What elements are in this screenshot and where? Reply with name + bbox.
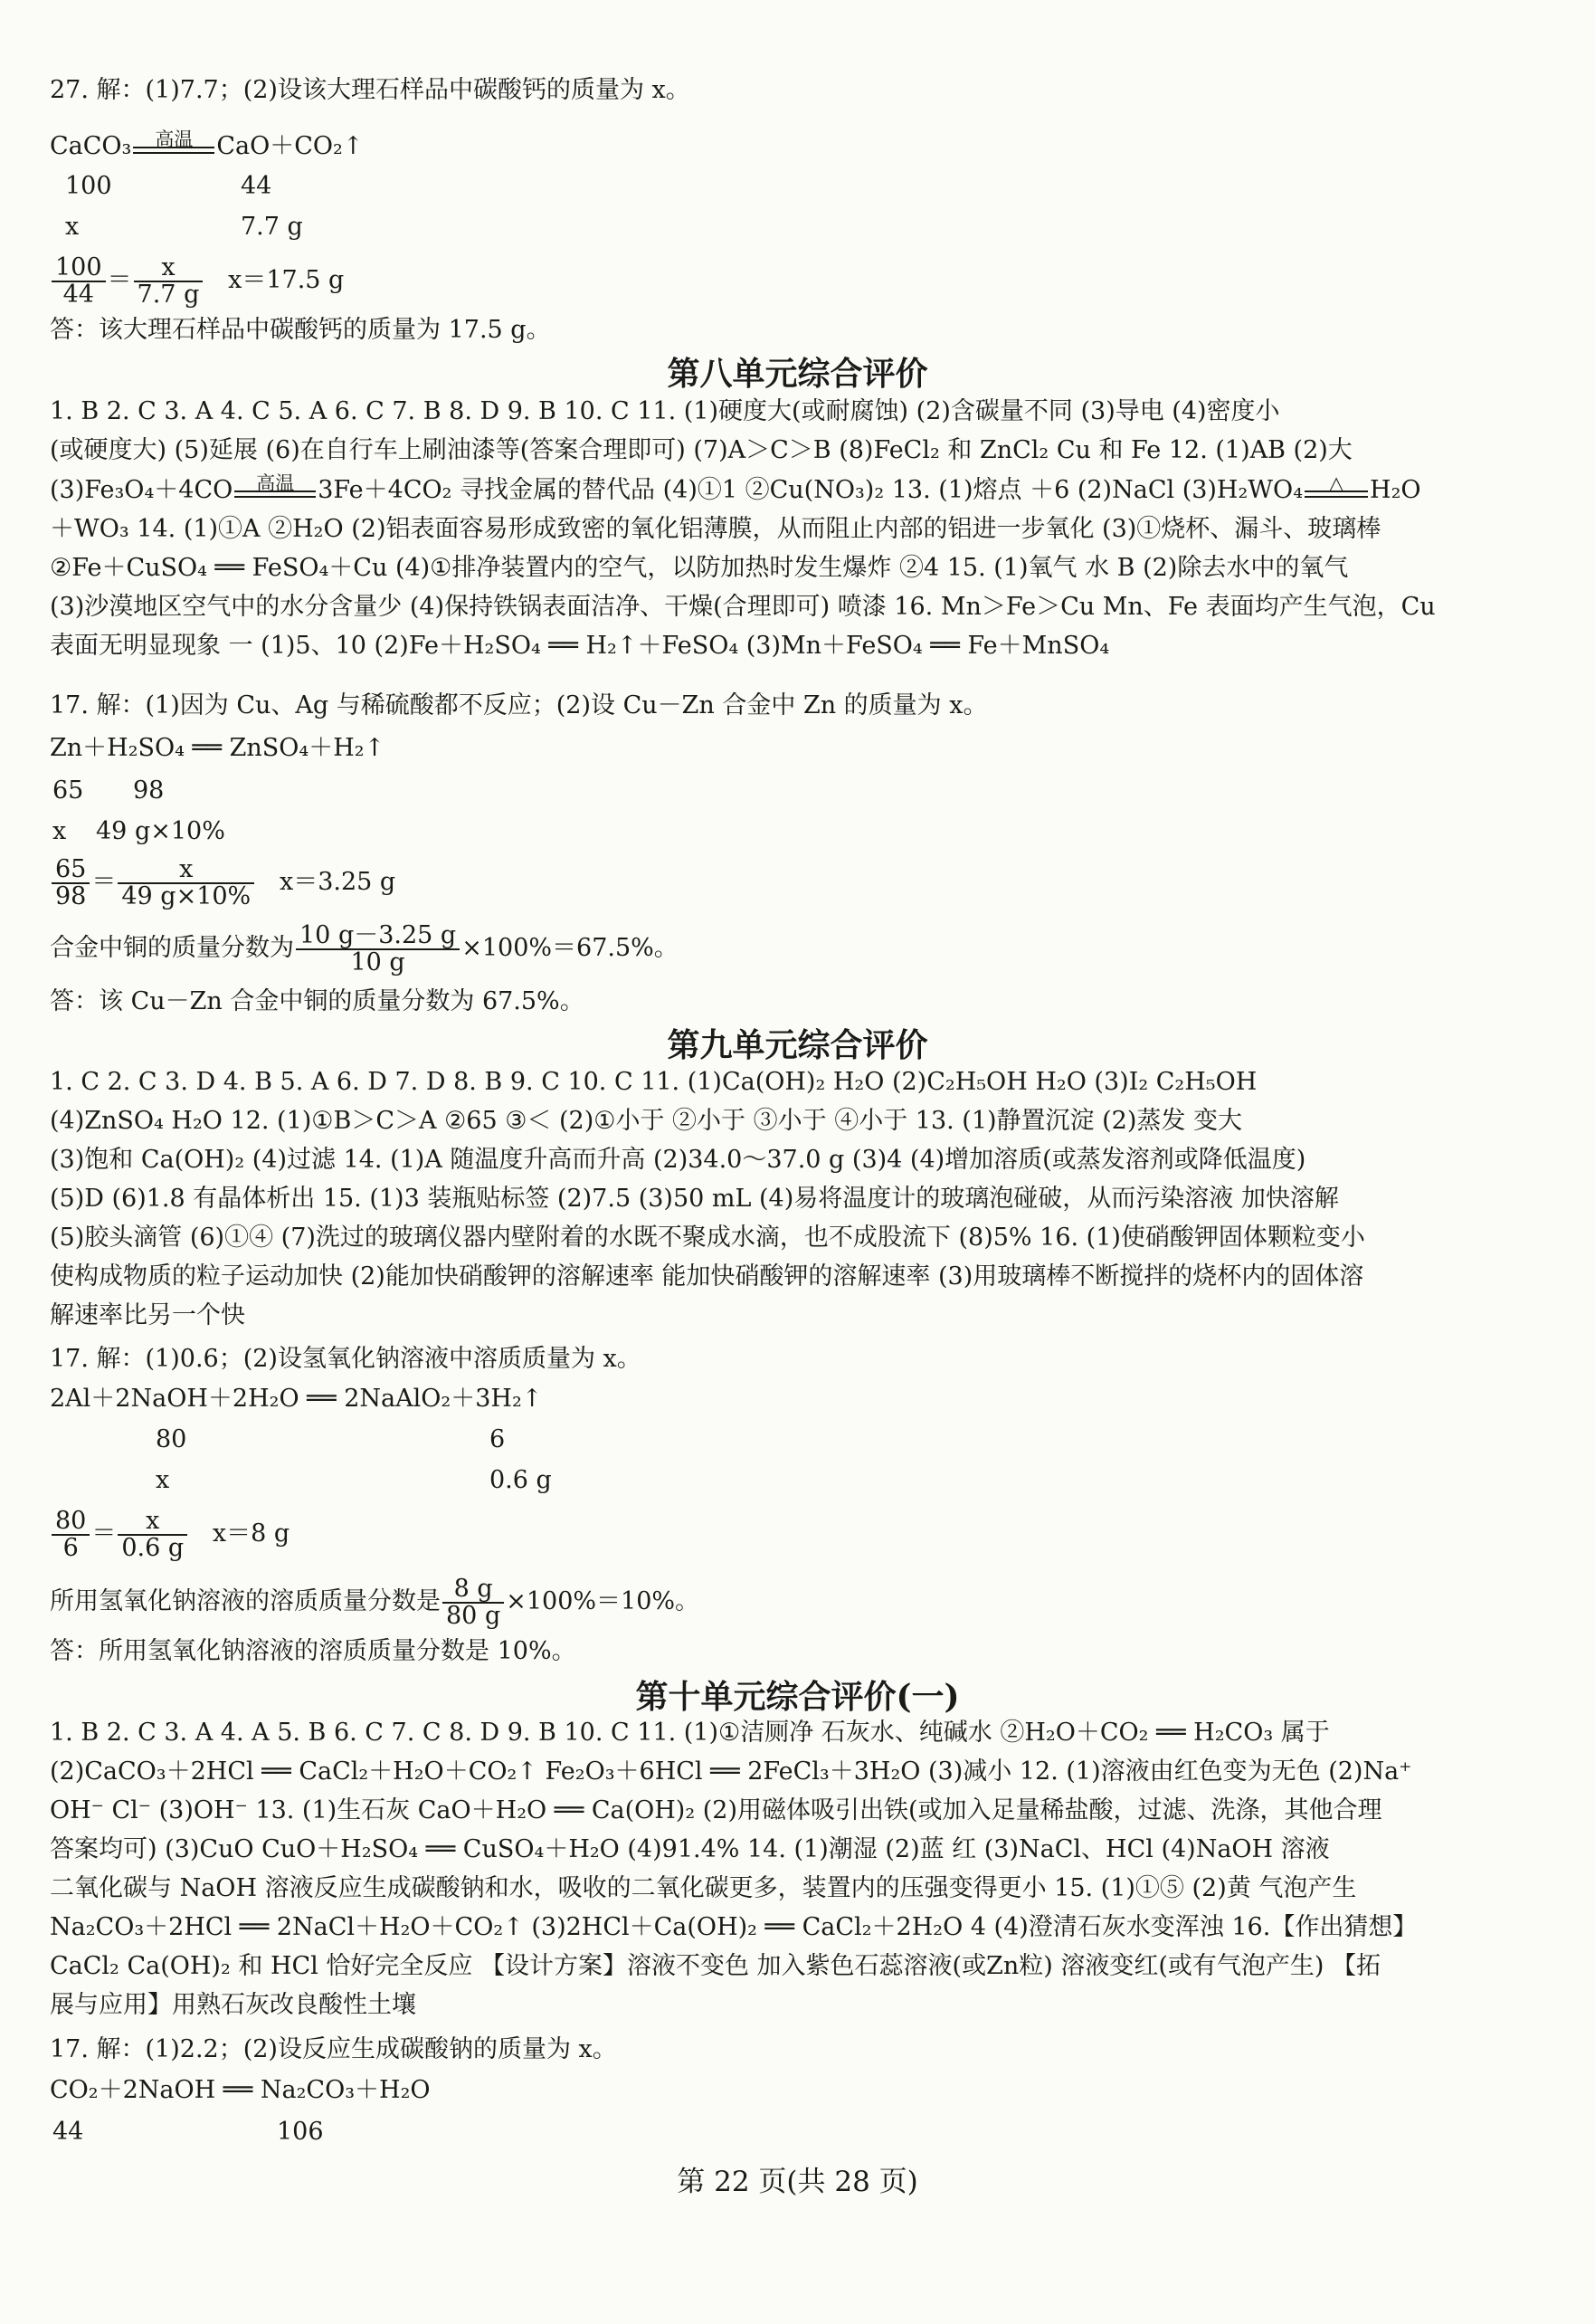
unit8-q17-proportion: $\frac{65}{98}$ ＝ $\frac{x}{49 g\times 10\%}$ x＝3.25 g <box>50 855 395 910</box>
unit8-q17-r1b: 98 <box>133 776 165 805</box>
unit10-q17-r1a: 44 <box>52 2118 84 2146</box>
unit9-title: 第九单元综合评价 <box>667 1026 928 1064</box>
q27-proportion: $\frac{100}{44}$ ＝ $\frac{x}{7.7 g}$ x＝17.5 g <box>50 253 344 308</box>
unit8-eq-cond: 高温 <box>256 471 295 494</box>
unit8-eq-sign <box>234 471 316 505</box>
unit9-mass-frac: $\frac{8 g}{80 g}$ <box>442 1576 504 1629</box>
unit9-line-2: (4)ZnSO₄ H₂O 12. (1)①B＞C＞A ②65 ③＜ (2)①小于 ②小于 ③小于 ④小于 13. (1)静置沉淀 (2)蒸发 变大 <box>50 1107 1242 1135</box>
unit8-line-1: 1. B 2. C 3. A 4. C 5. A 6. C 7. B 8. D 9. B 10. C 11. (1)硬度大(或耐腐蚀) (2)含碳量不同 (3)导电 (4)密度小 <box>50 397 1280 425</box>
unit8-q17-intro: 17. 解：(1)因为 Cu、Ag 与稀硫酸都不反应；(2)设 Cu－Zn 合金中 Zn 的质量为 x。 <box>50 691 988 719</box>
unit8-mass-frac: $\frac{10 g-3.25 g}{10 g}$ <box>296 923 460 976</box>
unit8-eq-sign-2 <box>1305 471 1368 505</box>
unit9-q17-proportion: $\frac{80}{6}$ ＝ $\frac{x}{0.6 g}$ x＝8 g <box>50 1507 290 1561</box>
q27-r2b: 7.7 g <box>241 213 303 241</box>
q27-eq-sign <box>133 128 214 161</box>
unit10-line-2: (2)CaCO₃＋2HCl ══ CaCl₂＋H₂O＋CO₂↑ Fe₂O₃＋6HCl ══ 2FeCl₃＋3H₂O (3)减小 12. (1)溶液由红色变为无色 (2)Na⁺ <box>50 1757 1412 1786</box>
unit9-q17-intro: 17. 解：(1)0.6；(2)设氢氧化钠溶液中溶质质量为 x。 <box>50 1345 641 1373</box>
q27-r2a: x <box>65 213 80 241</box>
unit9-q17-r2a: x <box>156 1466 170 1494</box>
unit8-q17-r2a: x <box>52 817 67 845</box>
unit8-line-5: ②Fe＋CuSO₄ ══ FeSO₄＋Cu (4)①排净装置内的空气，以防加热时发生爆炸 ②4 15. (1)氧气 水 B (2)除去水中的氧气 <box>50 554 1349 582</box>
q27-answer: 答：该大理石样品中碳酸钙的质量为 17.5 g。 <box>50 316 551 344</box>
unit8-q17-answer: 答：该 Cu－Zn 合金中铜的质量分数为 67.5%。 <box>50 987 584 1015</box>
q27-intro: 27. 解：(1)7.7；(2)设该大理石样品中碳酸钙的质量为 x。 <box>50 76 690 104</box>
unit8-line-3 <box>50 472 1421 509</box>
unit9-mass-pre: 所用氢氧化钠溶液的溶质质量分数是 <box>50 1587 441 1615</box>
unit9-frac1: $\frac{80}{6}$ <box>52 1509 90 1561</box>
unit9-q17-r1b: 6 <box>489 1425 506 1453</box>
unit9-line-7: 解速率比另一个快 <box>50 1301 245 1329</box>
unit8-q17-equation: Zn＋H₂SO₄ ══ ZnSO₄＋H₂↑ <box>50 734 385 762</box>
unit10-line-6: Na₂CO₃＋2HCl ══ 2NaCl＋H₂O＋CO₂↑ (3)2HCl＋Ca(OH)₂ ══ CaCl₂＋2H₂O 4 (4)澄清石灰水变浑浊 16.【作出猜想】 <box>50 1913 1418 1941</box>
unit9-mass-post: ×100%＝10%。 <box>506 1587 700 1615</box>
unit9-q17-result: x＝8 g <box>212 1519 290 1548</box>
q27-equation <box>50 129 364 165</box>
unit10-title: 第十单元综合评价(一) <box>635 1678 960 1716</box>
unit10-q17-equation: CO₂＋2NaOH ══ Na₂CO₃＋H₂O <box>50 2076 431 2104</box>
unit8-mass-post: ×100%＝67.5%。 <box>461 934 679 962</box>
q27-r1a: 100 <box>65 172 112 200</box>
unit8-q17-r2b: 49 g×10% <box>96 817 225 845</box>
unit8-line-2: (或硬度大) (5)延展 (6)在自行车上刷油漆等(答案合理即可) (7)A＞C＞B (8)FeCl₂ 和 ZnCl₂ Cu 和 Fe 12. (1)AB (2)大 <box>50 436 1353 464</box>
unit8-eq-cond-2: △ <box>1328 471 1344 494</box>
unit10-line-1: 1. B 2. C 3. A 4. A 5. B 6. C 7. C 8. D 9. B 10. C 11. (1)①洁厕净 石灰水、纯碱水 ②H₂O＋CO₂ ══ H₂CO₃ 属于 <box>50 1719 1330 1747</box>
unit9-line-3: (3)饱和 Ca(OH)₂ (4)过滤 14. (1)A 随温度升高而升高 (2)34.0～37.0 g (3)4 (4)增加溶质(或蒸发溶剂或降低温度) <box>50 1146 1306 1174</box>
unit9-q17-equation: 2Al＋2NaOH＋2H₂O ══ 2NaAlO₂＋3H₂↑ <box>50 1385 543 1413</box>
q27-frac1: $\frac{100}{44}$ <box>52 255 106 308</box>
unit8-q17-r1a: 65 <box>52 776 84 805</box>
unit8-line-3c: H₂O <box>1370 476 1421 504</box>
unit8-mass-pre: 合金中铜的质量分数为 <box>50 934 294 962</box>
unit10-line-5: 二氧化碳与 NaOH 溶液反应生成碳酸钠和水，吸收的二氧化碳更多，装置内的压强变得更小 15. (1)①⑤ (2)黄 气泡产生 <box>50 1874 1357 1902</box>
unit8-q17-mass-fraction <box>50 921 679 976</box>
page-number: 第 22 页(共 28 页) <box>677 2166 918 2198</box>
q27-eq-left: CaCO₃ <box>50 132 132 160</box>
q27-eq-cond: 高温 <box>155 128 194 150</box>
unit8-line-4: ＋WO₃ 14. (1)①A ②H₂O (2)铝表面容易形成致密的氧化铝薄膜，从而阻止内部的铝进一步氧化 (3)①烧杯、漏斗、玻璃棒 <box>50 515 1381 543</box>
unit8-line-3a: (3)Fe₃O₄＋4CO <box>50 476 233 504</box>
unit10-q17-r1b: 106 <box>277 2118 324 2146</box>
unit8-q17-result: x＝3.25 g <box>279 868 396 896</box>
unit8-title: 第八单元综合评价 <box>667 355 928 393</box>
unit8-line-7: 表面无明显现象 一 (1)5、10 (2)Fe＋H₂SO₄ ══ H₂↑＋FeSO₄ (3)Mn＋FeSO₄ ══ Fe＋MnSO₄ <box>50 632 1110 660</box>
unit8-frac2: $\frac{x}{49 g\times 10\%}$ <box>118 857 254 910</box>
unit10-line-7: CaCl₂ Ca(OH)₂ 和 HCl 恰好完全反应 【设计方案】溶液不变色 加入紫色石蕊溶液(或Zn粒) 溶液变红(或有气泡产生) 【拓 <box>50 1952 1381 1980</box>
unit8-line-3b: 3Fe＋4CO₂ 寻找金属的替代品 (4)①1 ②Cu(NO₃)₂ 13. (1)熔点 ＋6 (2)NaCl (3)H₂WO₄ <box>318 476 1304 504</box>
unit10-line-8: 展与应用】用熟石灰改良酸性土壤 <box>50 1991 416 2019</box>
unit8-frac1: $\frac{65}{98}$ <box>52 857 90 910</box>
unit9-line-6: 使构成物质的粒子运动加快 (2)能加快硝酸钾的溶解速率 能加快硝酸钾的溶解速率 (3)用玻璃棒不断搅拌的烧杯内的固体溶 <box>50 1262 1364 1291</box>
unit10-line-4: 答案均可) (3)CuO CuO＋H₂SO₄ ══ CuSO₄＋H₂O (4)91.4% 14. (1)潮湿 (2)蓝 红 (3)NaCl、HCl (4)NaOH 溶液 <box>50 1835 1330 1863</box>
unit9-line-1: 1. C 2. C 3. D 4. B 5. A 6. D 7. D 8. B 9. C 10. C 11. (1)Ca(OH)₂ H₂O (2)C₂H₅OH H₂O (3)I₂ C₂H₅OH <box>50 1068 1258 1096</box>
unit8-line-6: (3)沙漠地区空气中的水分含量少 (4)保持铁锅表面洁净、干燥(合理即可) 喷漆 16. Mn＞Fe＞Cu Mn、Fe 表面均产生气泡，Cu <box>50 593 1436 621</box>
q27-eq-right: CaO＋CO₂↑ <box>216 132 364 160</box>
unit9-q17-mass-fraction <box>50 1575 699 1629</box>
unit9-q17-r2b: 0.6 g <box>489 1466 552 1494</box>
unit9-line-4: (5)D (6)1.8 有晶体析出 15. (1)3 装瓶贴标签 (2)7.5 (3)50 mL (4)易将温度计的玻璃泡碰破，从而污染溶液 加快溶解 <box>50 1185 1339 1213</box>
unit9-q17-answer: 答：所用氢氧化钠溶液的溶质质量分数是 10%。 <box>50 1637 576 1665</box>
q27-r1b: 44 <box>241 172 272 200</box>
unit9-q17-r1a: 80 <box>156 1425 187 1453</box>
unit10-line-3: OH⁻ Cl⁻ (3)OH⁻ 13. (1)生石灰 CaO＋H₂O ══ Ca(OH)₂ (2)用磁体吸引出铁(或加入足量稀盐酸，过滤、洗涤，其他合理 <box>50 1796 1382 1824</box>
q27-result: x＝17.5 g <box>228 266 345 294</box>
unit9-frac2: $\frac{x}{0.6 g}$ <box>118 1509 187 1561</box>
unit9-line-5: (5)胶头滴管 (6)①④ (7)洗过的玻璃仪器内壁附着的水既不聚成水滴，也不成股流下 (8)5% 16. (1)使硝酸钾固体颗粒变小 <box>50 1224 1365 1252</box>
unit10-q17-intro: 17. 解：(1)2.2；(2)设反应生成碳酸钠的质量为 x。 <box>50 2035 617 2063</box>
q27-frac2: $\frac{x}{7.7 g}$ <box>134 255 204 308</box>
